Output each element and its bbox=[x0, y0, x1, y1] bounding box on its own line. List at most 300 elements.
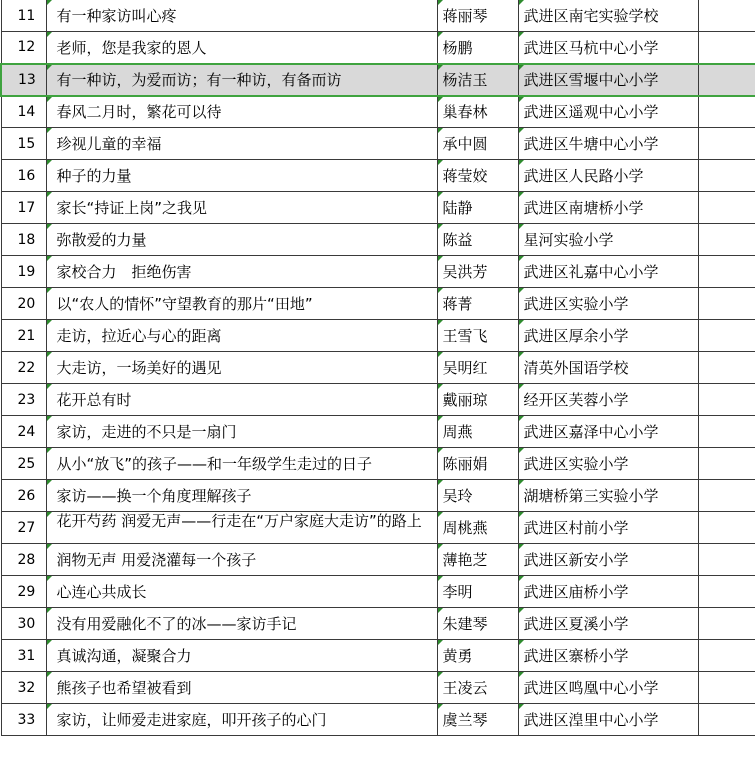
author-cell[interactable] bbox=[437, 480, 518, 512]
author-cell[interactable] bbox=[437, 64, 518, 96]
row-number-text: 26 bbox=[17, 487, 36, 504]
comment-marker-icon bbox=[438, 576, 443, 581]
comment-marker-icon bbox=[438, 672, 443, 677]
comment-marker-icon bbox=[438, 160, 443, 165]
comment-marker-icon bbox=[438, 544, 443, 549]
comment-marker-icon bbox=[519, 384, 524, 389]
comment-marker-icon bbox=[47, 544, 52, 549]
comment-marker-icon bbox=[519, 480, 524, 485]
comment-marker-icon bbox=[47, 256, 52, 261]
school-text: 武进区寨桥小学 bbox=[523, 647, 629, 665]
school-text: 经开区芙蓉小学 bbox=[523, 391, 629, 409]
school-text: 武进区实验小学 bbox=[523, 295, 629, 313]
school-text: 武进区夏溪小学 bbox=[523, 615, 629, 633]
row-number-text: 15 bbox=[17, 135, 36, 152]
title-cell[interactable] bbox=[46, 64, 437, 96]
title-text: 没有用爱融化不了的冰——家访手记 bbox=[56, 615, 297, 633]
comment-marker-icon bbox=[47, 128, 52, 133]
author-text: 王凌云 bbox=[442, 679, 488, 697]
comment-marker-icon bbox=[47, 416, 52, 421]
title-text: 从小“放飞”的孩子——和一年级学生走过的日子 bbox=[56, 455, 373, 473]
title-cell[interactable] bbox=[46, 256, 437, 288]
comment-marker-icon bbox=[519, 640, 524, 645]
school-cell[interactable] bbox=[518, 96, 698, 128]
comment-marker-icon bbox=[47, 352, 52, 357]
comment-marker-icon bbox=[438, 448, 443, 453]
table-row[interactable] bbox=[1, 192, 755, 224]
author-cell[interactable] bbox=[437, 704, 518, 736]
row-number-text: 31 bbox=[17, 647, 36, 664]
school-cell[interactable] bbox=[518, 672, 698, 704]
empty-cell[interactable] bbox=[698, 512, 755, 544]
school-cell[interactable] bbox=[518, 576, 698, 608]
empty-cell[interactable] bbox=[698, 288, 755, 320]
empty-cell[interactable] bbox=[698, 576, 755, 608]
school-cell[interactable] bbox=[518, 128, 698, 160]
row-number-cell[interactable] bbox=[1, 128, 46, 160]
row-number-cell[interactable] bbox=[1, 96, 46, 128]
author-cell[interactable] bbox=[437, 672, 518, 704]
comment-marker-icon bbox=[519, 224, 524, 229]
author-text: 陈益 bbox=[442, 231, 473, 249]
row-number-text: 21 bbox=[17, 327, 36, 344]
author-text: 周燕 bbox=[442, 423, 473, 441]
empty-cell[interactable] bbox=[698, 128, 755, 160]
author-text: 蒋丽琴 bbox=[442, 7, 488, 25]
table-row[interactable] bbox=[1, 320, 755, 352]
empty-cell[interactable] bbox=[698, 448, 755, 480]
author-cell[interactable] bbox=[437, 352, 518, 384]
comment-marker-icon bbox=[519, 97, 524, 102]
school-cell[interactable] bbox=[518, 608, 698, 640]
title-text: 老师，您是我家的恩人 bbox=[56, 38, 207, 57]
school-text: 武进区遥观中心小学 bbox=[523, 103, 659, 122]
comment-marker-icon bbox=[438, 512, 443, 517]
author-cell[interactable] bbox=[437, 416, 518, 448]
empty-cell[interactable] bbox=[698, 96, 755, 128]
school-cell[interactable] bbox=[518, 288, 698, 320]
empty-cell[interactable] bbox=[698, 192, 755, 224]
comment-marker-icon bbox=[438, 608, 443, 613]
comment-marker-icon bbox=[519, 320, 524, 325]
comment-marker-icon bbox=[438, 32, 443, 37]
author-cell[interactable] bbox=[437, 640, 518, 672]
row-number-text: 28 bbox=[17, 551, 36, 568]
title-cell[interactable] bbox=[46, 416, 437, 448]
table-row[interactable] bbox=[1, 224, 755, 256]
comment-marker-icon bbox=[519, 192, 524, 197]
table-row[interactable] bbox=[1, 608, 755, 640]
empty-cell[interactable] bbox=[698, 544, 755, 576]
author-cell[interactable] bbox=[437, 576, 518, 608]
author-text: 李明 bbox=[442, 583, 473, 601]
comment-marker-icon bbox=[47, 448, 52, 453]
row-number-cell[interactable] bbox=[1, 352, 46, 384]
title-text: 家校合力 拒绝伤害 bbox=[56, 263, 192, 281]
title-cell[interactable] bbox=[46, 640, 437, 672]
school-cell[interactable] bbox=[518, 256, 698, 288]
row-number-text: 12 bbox=[17, 39, 36, 56]
title-cell[interactable] bbox=[46, 160, 437, 192]
table-row[interactable] bbox=[1, 352, 755, 384]
comment-marker-icon bbox=[47, 704, 52, 709]
table-row[interactable] bbox=[1, 64, 755, 96]
author-cell[interactable] bbox=[437, 256, 518, 288]
empty-cell[interactable] bbox=[698, 352, 755, 384]
table-row[interactable] bbox=[1, 128, 755, 160]
comment-marker-icon bbox=[47, 384, 52, 389]
comment-marker-icon bbox=[438, 97, 443, 102]
author-text: 吴玲 bbox=[442, 487, 473, 505]
title-text: 有一种家访叫心疼 bbox=[56, 7, 177, 25]
school-text: 武进区南塘桥小学 bbox=[523, 199, 644, 217]
row-number-cell[interactable] bbox=[1, 672, 46, 704]
title-cell[interactable] bbox=[46, 544, 437, 576]
author-text: 陆静 bbox=[442, 199, 473, 217]
title-text: 以“农人的情怀”守望教育的那片“田地” bbox=[56, 295, 313, 313]
comment-marker-icon bbox=[438, 224, 443, 229]
title-cell[interactable] bbox=[46, 224, 437, 256]
row-number-cell[interactable] bbox=[1, 320, 46, 352]
row-number-text: 16 bbox=[17, 167, 36, 184]
school-cell[interactable] bbox=[518, 192, 698, 224]
school-text: 武进区嘉泽中心小学 bbox=[523, 423, 659, 441]
comment-marker-icon bbox=[438, 640, 443, 645]
author-cell[interactable] bbox=[437, 128, 518, 160]
title-cell[interactable] bbox=[46, 192, 437, 224]
author-cell[interactable] bbox=[437, 608, 518, 640]
author-text: 陈丽娟 bbox=[442, 455, 488, 473]
row-number-text: 19 bbox=[17, 263, 36, 280]
empty-cell[interactable] bbox=[698, 160, 755, 192]
comment-marker-icon bbox=[438, 128, 443, 133]
row-number-text: 13 bbox=[18, 71, 36, 88]
title-text: 花开芍药 润爱无声——行走在“万户家庭大走访”的路上 bbox=[56, 512, 422, 530]
row-number-cell[interactable] bbox=[1, 448, 46, 480]
author-text: 虞兰琴 bbox=[442, 711, 488, 729]
row-number-cell[interactable] bbox=[1, 576, 46, 608]
comment-marker-icon bbox=[47, 672, 52, 677]
empty-cell[interactable] bbox=[698, 256, 755, 288]
table-row[interactable] bbox=[1, 96, 755, 128]
comment-marker-icon bbox=[47, 288, 52, 293]
comment-marker-icon bbox=[519, 0, 524, 5]
comment-marker-icon bbox=[47, 32, 52, 37]
comment-marker-icon bbox=[519, 672, 524, 677]
comment-marker-icon bbox=[438, 480, 443, 485]
comment-marker-icon bbox=[519, 544, 524, 549]
row-number-cell[interactable] bbox=[1, 608, 46, 640]
school-text: 清英外国语学校 bbox=[523, 359, 629, 377]
empty-cell[interactable] bbox=[698, 416, 755, 448]
school-cell[interactable] bbox=[518, 480, 698, 512]
author-cell[interactable] bbox=[437, 512, 518, 544]
comment-marker-icon bbox=[47, 576, 52, 581]
comment-marker-icon bbox=[519, 160, 524, 165]
empty-cell[interactable] bbox=[698, 480, 755, 512]
empty-cell[interactable] bbox=[698, 32, 755, 64]
title-cell[interactable] bbox=[46, 576, 437, 608]
comment-marker-icon bbox=[519, 576, 524, 581]
row-number-cell[interactable] bbox=[1, 256, 46, 288]
title-text: 家访，让师爱走进家庭，叩开孩子的心门 bbox=[56, 711, 327, 729]
comment-marker-icon bbox=[438, 352, 443, 357]
school-cell[interactable] bbox=[518, 544, 698, 576]
school-cell[interactable] bbox=[518, 32, 698, 64]
school-text: 武进区马杭中心小学 bbox=[523, 38, 659, 57]
empty-cell[interactable] bbox=[698, 608, 755, 640]
title-text: 种子的力量 bbox=[56, 167, 132, 185]
school-cell[interactable] bbox=[518, 512, 698, 544]
empty-cell[interactable] bbox=[698, 64, 755, 96]
title-cell[interactable] bbox=[46, 608, 437, 640]
title-cell[interactable] bbox=[46, 288, 437, 320]
row-number-text: 30 bbox=[17, 615, 36, 632]
row-number-text: 25 bbox=[17, 455, 36, 472]
comment-marker-icon bbox=[519, 416, 524, 421]
title-cell[interactable] bbox=[46, 704, 437, 736]
author-cell[interactable] bbox=[437, 96, 518, 128]
row-number-cell[interactable] bbox=[1, 192, 46, 224]
author-text: 王雪飞 bbox=[442, 327, 488, 345]
empty-cell[interactable] bbox=[698, 0, 755, 32]
row-number-text: 17 bbox=[17, 199, 36, 216]
row-number-text: 20 bbox=[17, 295, 36, 312]
row-number-text: 24 bbox=[17, 423, 36, 440]
comment-marker-icon bbox=[47, 640, 52, 645]
table-body bbox=[1, 0, 755, 736]
author-text: 蒋莹姣 bbox=[442, 167, 488, 185]
comment-marker-icon bbox=[438, 65, 443, 70]
school-text: 武进区湟里中心小学 bbox=[523, 711, 659, 729]
row-number-text: 29 bbox=[17, 583, 36, 600]
comment-marker-icon bbox=[47, 97, 52, 102]
table-row[interactable] bbox=[1, 576, 755, 608]
comment-marker-icon bbox=[519, 512, 524, 517]
title-text: 心连心共成长 bbox=[56, 583, 147, 601]
school-cell[interactable] bbox=[518, 448, 698, 480]
comment-marker-icon bbox=[519, 608, 524, 613]
school-text: 湖塘桥第三实验小学 bbox=[523, 487, 659, 505]
comment-marker-icon bbox=[519, 448, 524, 453]
author-cell[interactable] bbox=[437, 544, 518, 576]
row-number-text: 22 bbox=[17, 359, 36, 376]
title-text: 熊孩子也希望被看到 bbox=[56, 679, 192, 697]
school-cell[interactable] bbox=[518, 224, 698, 256]
author-text: 戴丽琼 bbox=[442, 391, 488, 409]
comment-marker-icon bbox=[519, 32, 524, 37]
table-row[interactable] bbox=[1, 288, 755, 320]
title-cell[interactable] bbox=[46, 512, 437, 544]
table-row[interactable] bbox=[1, 32, 755, 64]
empty-cell[interactable] bbox=[698, 384, 755, 416]
row-number-text: 14 bbox=[17, 103, 36, 120]
comment-marker-icon bbox=[438, 416, 443, 421]
author-text: 朱建琴 bbox=[442, 615, 488, 633]
table-row[interactable] bbox=[1, 384, 755, 416]
row-number-cell[interactable] bbox=[1, 224, 46, 256]
title-text: 走访，拉近心与心的距离 bbox=[56, 327, 222, 345]
comment-marker-icon bbox=[438, 0, 443, 5]
row-number-text: 18 bbox=[17, 231, 36, 248]
comment-marker-icon bbox=[47, 608, 52, 613]
row-number-cell[interactable] bbox=[1, 480, 46, 512]
comment-marker-icon bbox=[519, 65, 524, 70]
row-number-cell[interactable] bbox=[1, 288, 46, 320]
title-cell[interactable] bbox=[46, 480, 437, 512]
empty-cell[interactable] bbox=[698, 704, 755, 736]
school-text: 武进区南宅实验学校 bbox=[523, 7, 659, 25]
title-cell[interactable] bbox=[46, 0, 437, 32]
author-text: 黄勇 bbox=[442, 647, 473, 665]
row-number-cell[interactable] bbox=[1, 544, 46, 576]
comment-marker-icon bbox=[438, 320, 443, 325]
school-cell[interactable] bbox=[518, 416, 698, 448]
title-text: 春风二月时，繁花可以待 bbox=[56, 103, 222, 122]
title-text: 有一种访，为爱而访；有一种访，有备而访 bbox=[56, 71, 342, 89]
school-text: 武进区礼嘉中心小学 bbox=[523, 263, 659, 281]
comment-marker-icon bbox=[47, 320, 52, 325]
comment-marker-icon bbox=[47, 0, 52, 5]
comment-marker-icon bbox=[438, 192, 443, 197]
empty-cell[interactable] bbox=[698, 320, 755, 352]
comment-marker-icon bbox=[47, 224, 52, 229]
title-cell[interactable] bbox=[46, 448, 437, 480]
title-text: 弥散爱的力量 bbox=[56, 231, 147, 249]
table-row[interactable] bbox=[1, 480, 755, 512]
row-number-text: 23 bbox=[17, 391, 36, 408]
school-cell[interactable] bbox=[518, 352, 698, 384]
title-cell[interactable] bbox=[46, 128, 437, 160]
table-row[interactable] bbox=[1, 544, 755, 576]
empty-cell[interactable] bbox=[698, 640, 755, 672]
comment-marker-icon bbox=[438, 704, 443, 709]
row-number-cell[interactable] bbox=[1, 160, 46, 192]
author-text: 杨鹏 bbox=[442, 38, 473, 57]
title-text: 家长“持证上岗”之我见 bbox=[56, 199, 208, 217]
author-cell[interactable] bbox=[437, 384, 518, 416]
author-cell[interactable] bbox=[437, 320, 518, 352]
school-cell[interactable] bbox=[518, 64, 698, 96]
row-number-text: 33 bbox=[17, 711, 36, 728]
title-text: 家访，走进的不只是一扇门 bbox=[56, 423, 237, 441]
school-cell[interactable] bbox=[518, 320, 698, 352]
title-text: 大走访，一场美好的遇见 bbox=[56, 359, 222, 377]
author-text: 承中圆 bbox=[442, 135, 488, 153]
school-text: 武进区实验小学 bbox=[523, 455, 629, 473]
school-text: 武进区人民路小学 bbox=[523, 167, 644, 185]
author-text: 杨洁玉 bbox=[442, 71, 488, 89]
title-text: 真诚沟通，凝聚合力 bbox=[56, 647, 192, 665]
title-cell[interactable] bbox=[46, 352, 437, 384]
comment-marker-icon bbox=[47, 65, 52, 70]
school-text: 武进区庙桥小学 bbox=[523, 583, 629, 601]
comment-marker-icon bbox=[438, 384, 443, 389]
title-cell[interactable] bbox=[46, 32, 437, 64]
author-cell[interactable] bbox=[437, 224, 518, 256]
table-row[interactable] bbox=[1, 0, 755, 32]
author-text: 吴洪芳 bbox=[442, 263, 488, 281]
author-cell[interactable] bbox=[437, 32, 518, 64]
comment-marker-icon bbox=[519, 704, 524, 709]
school-text: 星河实验小学 bbox=[523, 231, 614, 249]
comment-marker-icon bbox=[519, 352, 524, 357]
comment-marker-icon bbox=[47, 192, 52, 197]
author-text: 巢春林 bbox=[442, 103, 488, 122]
title-text: 花开总有时 bbox=[56, 391, 132, 409]
school-text: 武进区村前小学 bbox=[523, 519, 629, 537]
school-text: 武进区新安小学 bbox=[523, 551, 629, 569]
school-cell[interactable] bbox=[518, 160, 698, 192]
row-number-cell[interactable] bbox=[1, 640, 46, 672]
author-cell[interactable] bbox=[437, 288, 518, 320]
school-cell[interactable] bbox=[518, 640, 698, 672]
row-number-cell[interactable] bbox=[1, 64, 46, 96]
title-text: 珍视儿童的幸福 bbox=[56, 135, 162, 153]
title-cell[interactable] bbox=[46, 96, 437, 128]
table-row[interactable] bbox=[1, 416, 755, 448]
school-text: 武进区雪堰中心小学 bbox=[523, 71, 659, 89]
author-text: 薄艳芝 bbox=[442, 551, 488, 569]
school-text: 武进区厚余小学 bbox=[523, 327, 629, 345]
comment-marker-icon bbox=[438, 256, 443, 261]
row-number-text: 11 bbox=[17, 7, 36, 24]
title-cell[interactable] bbox=[46, 320, 437, 352]
row-number-text: 32 bbox=[17, 679, 36, 696]
table-row[interactable] bbox=[1, 448, 755, 480]
comment-marker-icon bbox=[47, 480, 52, 485]
title-cell[interactable] bbox=[46, 384, 437, 416]
author-text: 蒋菁 bbox=[442, 295, 473, 313]
empty-cell[interactable] bbox=[698, 224, 755, 256]
empty-cell[interactable] bbox=[698, 672, 755, 704]
row-number-cell[interactable] bbox=[1, 32, 46, 64]
author-text: 吴明红 bbox=[442, 359, 488, 377]
comment-marker-icon bbox=[519, 128, 524, 133]
row-number-cell[interactable] bbox=[1, 512, 46, 544]
comment-marker-icon bbox=[519, 256, 524, 261]
author-cell[interactable] bbox=[437, 448, 518, 480]
comment-marker-icon bbox=[519, 288, 524, 293]
row-number-cell[interactable] bbox=[1, 384, 46, 416]
table-row[interactable] bbox=[1, 512, 755, 544]
author-cell[interactable] bbox=[437, 0, 518, 32]
table-row[interactable] bbox=[1, 672, 755, 704]
table-row[interactable] bbox=[1, 160, 755, 192]
author-cell[interactable] bbox=[437, 160, 518, 192]
school-cell[interactable] bbox=[518, 704, 698, 736]
school-text: 武进区鸣凰中心小学 bbox=[523, 679, 659, 697]
school-cell[interactable] bbox=[518, 384, 698, 416]
table-row[interactable] bbox=[1, 640, 755, 672]
row-number-text: 27 bbox=[17, 519, 36, 536]
comment-marker-icon bbox=[438, 288, 443, 293]
comment-marker-icon bbox=[47, 512, 52, 517]
table-row[interactable] bbox=[1, 256, 755, 288]
author-text: 周桃燕 bbox=[442, 519, 488, 537]
school-text: 武进区牛塘中心小学 bbox=[523, 135, 659, 153]
table-row[interactable] bbox=[1, 704, 755, 736]
title-text: 润物无声 用爱浇灌每一个孩子 bbox=[56, 551, 257, 569]
title-text: 家访——换一个角度理解孩子 bbox=[56, 487, 252, 505]
row-number-cell[interactable] bbox=[1, 416, 46, 448]
school-cell[interactable] bbox=[518, 0, 698, 32]
row-number-cell[interactable] bbox=[1, 0, 46, 32]
row-number-cell[interactable] bbox=[1, 704, 46, 736]
title-cell[interactable] bbox=[46, 672, 437, 704]
comment-marker-icon bbox=[47, 160, 52, 165]
author-cell[interactable] bbox=[437, 192, 518, 224]
